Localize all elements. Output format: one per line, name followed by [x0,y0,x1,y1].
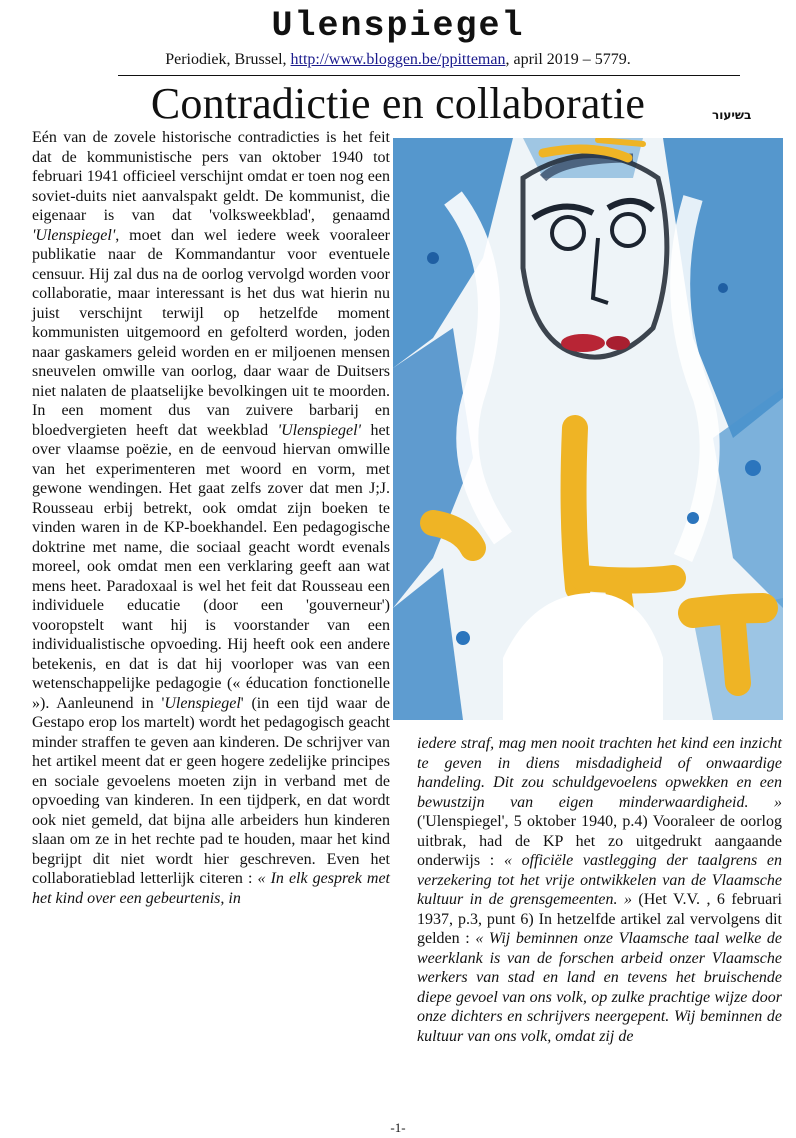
hebrew-tag: בשיעור [712,108,752,122]
text-run-italic: 'Ulenspiegel' [32,226,116,244]
masthead: Ulenspiegel [271,6,525,46]
text-run-italic: « officiële vastlegging der taalgrens en verzekering tot het vrije ontwikkelen van de Vlaamsche kultuur in de grensgemeenten. » [417,852,783,908]
text-run-italic: iedere straf, mag men nooit trachten het kind een inzicht te geven in diens misdadigheid of onwaardige handeling. Dit zou schuldgevoelens opwekken en een bewustzijn van eigen minderwaardigheid. » [417,735,782,811]
text-run-italic: « In elk gesprek met het kind over een gebeurtenis, in [32,870,390,907]
painting-svg [393,138,783,720]
article-paragraph-right [417,734,782,1046]
publication-suffix: , april 2019 – 5779. [505,51,631,68]
text-run: Eén van de zovele historische contradicties is het feit dat de kommunistische pers van oktober 1940 tot februari 1941 officieel verschijnt omdat er toen nog een soviet-duits niet aanvalspakt geldt. De kommunist, die eigenaar is van dat 'volksweekblad', genaamd [32,129,390,224]
text-run-italic: 'Ulenspiegel' [277,421,361,439]
text-run: , moet dan wel iedere week vooraleer publikatie naar de Kommandantur voor eventuele censuur. Hij zal dus na de oorlog vervolgd worden voor collaboratie, maar interessant is het dus wat hierin nu juist verschijnt terwijl op hetzelfde moment kommunisten uitgemoord en gefolterd worden, joden naar gaskamers geleid worden en er miljoenen mensen sneuvelen omwille van oorlog, daar waar de Duitsers niet nalaten de plaatselijke bevolkingen uit te moorden. In een moment dus van zuivere barbarij en bloedvergieten heeft dat weekblad [32,226,390,439]
text-run: ' (in een tijd waar de Gestapo erop los martelt) wordt het pedagogisch geacht minder straffen te geven aan kinderen. De schrijver van het artikel meent dat er geen hogere zedelijke principes en sociale gevoelens moeten zijn in verband met de opvoeding van kinderen. In een tijdperk, en dat wordt ook niet gemeld, dat bijna alle arbeiders hun kinderen slaan om ze in het rechte pad te houden, maar het kind begrijpt dit niet wordt hier geschreven. Even het collaboratieblad letterlijk citeren : [32,694,390,887]
article-paragraph-left [32,128,390,908]
article-title: Contradictie en collaboratie [150,79,646,128]
text-run-italic: « Wij beminnen onze Vlaamsche taal welke de weerklank is van de forschen arbeid onzer Vlaamsche werkers van stad en land en tevens het bruischende diepe gevoel van ons volk, op zulke prachtige wijze door onze dichters en schrijvers neergepent. Wij beminnen de kultuur van ons volk, omdat zij de [417,930,783,1045]
article-column-left [32,128,390,908]
page-number: -1- [390,1120,406,1135]
header-rule [118,75,740,76]
blog-link[interactable]: http://www.bloggen.be/ppitteman [290,51,506,68]
abstract-portrait-painting [393,138,783,720]
article-column-right [417,734,782,1046]
text-run: (Het V.V. , 6 februari 1937, p.3, punt 6) In hetzelfde artikel zal vervolgens dit gelden : [417,891,782,947]
text-run: ('Ulenspiegel', 5 oktober 1940, p.4) Vooraleer de oorlog uitbrak, had de KP het zo uitgedrukt aangaande onderwijs : [417,813,782,869]
publication-prefix: Periodiek, Brussel, [165,51,291,68]
text-run: het over vlaamse poëzie, en de eenvoud hiervan omwille van het experimenteren met woord en vorm, met gewone wendingen. Het gaat zelfs zover dat men J;J. Rousseau erbij betrekt, ook omdat zijn boeken te vinden waren in de KP-boekhandel. Een pedagogische doktrine met name, die sociaal geacht wordt evenals moreel, ook omdat men een verklaring geeft aan wat mens heet. Paradoxaal is wel het feit dat Rousseau een individuele educatie (door een 'gouverneur') vooropstelt want hij is voorstander van een individualistische opvoeding. Hij heeft ook een andere betekenis, en dat is dat hij voorloper was van een wetenschappelijke pedagogie (« éducation fonctionelle »). Aanleunend in ' [32,421,390,712]
text-run-italic: Ulenspiegel [164,694,241,712]
publication-line [0,51,796,69]
